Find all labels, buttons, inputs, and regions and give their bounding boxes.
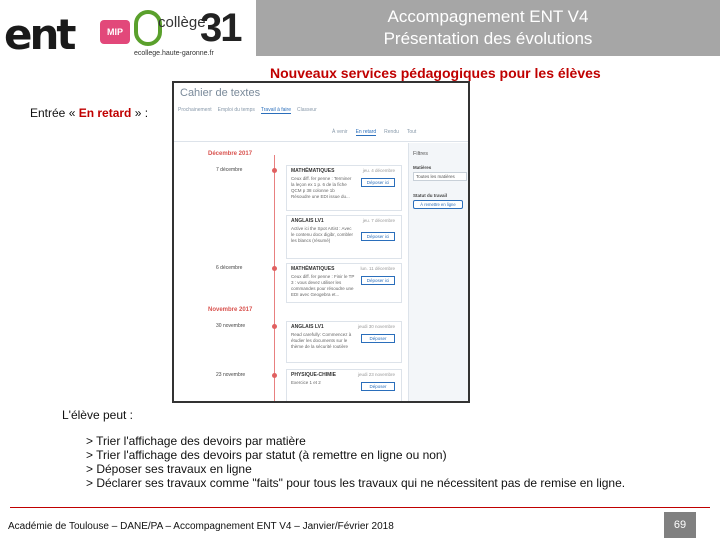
card-due-date: lun. 11 décembre [360,266,395,271]
app-sub-tabs [332,129,416,136]
status-filter-label: Statut du travail [413,193,448,198]
status-filter-button[interactable]: À remettre en ligne [413,200,463,209]
card-body: Ceux diff. fer penne : Terminer la leçon ex 1 p. 6 de la fiche QCM p 38 colonne 1b Résoudre une EDI issue du... [291,176,352,199]
page-number: 69 [664,512,696,538]
college-number: 31 [200,6,241,50]
tab-emploi-du-temps[interactable]: Emploi du temps [217,107,255,113]
card-subject: MATHÉMATIQUES [291,168,335,174]
entry-prefix: Entrée « [30,106,79,120]
footer-text: Académie de Toulouse – DANE/PA – Accompagnement ENT V4 – Janvier/Février 2018 [8,521,394,532]
card-subject: PHYSIQUE-CHIMIE [291,372,337,378]
homework-card[interactable] [286,165,402,211]
app-title: Cahier de textes [180,87,261,99]
card-body: Read carefully: Commencez à étudier les documents sur le thème de la sécurité routière [291,332,352,349]
timeline-dot [272,373,277,378]
ecollege31-logo [134,6,252,58]
college-word: collège [158,14,206,31]
timeline-dot [272,324,277,329]
header-line-1: Accompagnement ENT V4 [387,7,589,26]
card-due-date: jeu. 7 décembre [362,218,395,223]
bullet-list [86,434,625,490]
bullet-item: > Déclarer ses travaux comme "faits" pour tous les travaux qui ne nécessitent pas de remise en ligne. [86,476,626,490]
eleve-peut-label: L'élève peut : [62,408,134,422]
filters-title: Filtres [413,151,428,157]
deposit-button[interactable]: Déposer ici [361,232,395,241]
subject-filter-label: Matières [413,165,432,170]
footer-divider [10,507,710,508]
college-url: ecollege.haute-garonne.fr [134,50,214,57]
entry-date: 23 novembre [216,372,246,378]
homework-card[interactable] [286,263,402,303]
header-title-box [256,0,720,56]
timeline-dot [272,168,277,173]
subtab-rendu[interactable]: Rendu [384,129,399,135]
filters-panel [408,143,470,403]
header-line-2: Présentation des évolutions [383,29,593,48]
card-subject: ANGLAIS LV1 [291,218,324,224]
homework-card[interactable] [286,215,402,259]
homework-card[interactable] [286,321,402,363]
subject-filter-select[interactable]: Toutes les matières [413,172,467,181]
ent-logo: ent [4,10,74,59]
entry-date: 7 décembre [216,167,243,173]
timeline-dot [272,266,277,271]
app-main-tabs [178,107,317,114]
slide-subtitle: Nouveaux services pédagogiques pour les élèves [270,65,601,81]
card-due-date: jeudi 30 novembre [357,324,395,329]
month-header: Décembre 2017 [208,151,253,157]
bullet-item: > Trier l'affichage des devoirs par matière [86,434,306,448]
timeline-line [274,155,275,403]
card-due-date: jeudi 23 novembre [357,372,395,377]
month-header: Novembre 2017 [208,307,253,313]
entry-date: 6 décembre [216,265,243,271]
card-subject: ANGLAIS LV1 [291,324,324,330]
entry-highlight: En retard [78,106,132,120]
deposit-button[interactable]: Déposer [361,382,395,391]
tab-classeur[interactable]: Classeur [297,107,317,113]
deposit-button[interactable]: Déposer ici [361,178,395,187]
subtab-a-venir[interactable]: À venir [332,129,348,135]
logo-area [0,0,256,62]
bullet-item: > Déposer ses travaux en ligne [86,462,252,476]
subtab-en-retard[interactable]: En retard [355,129,377,135]
tab-travail-a-faire[interactable]: Travail à faire [260,107,291,113]
subtab-tout[interactable]: Tout [406,129,417,135]
entry-suffix: » : [131,106,149,120]
card-body: Exercice 1 et 2 [291,380,321,385]
tabs-separator [174,141,468,142]
mip-logo: MIP [100,20,130,44]
entry-date: 30 novembre [216,323,246,329]
deposit-button[interactable]: Déposer [361,334,395,343]
deposit-button[interactable]: Déposer ici [361,276,395,285]
card-body: Active ici the Spot Artist : Avec le contenu docx digibr, combler les blancs (résumé) [291,226,354,243]
card-body: Ceux diff. fer penne : Finir le TP 3 : vous devez utiliser les commandes pour résoudre une EDI avec Geogebra et... [291,274,355,297]
entry-label [30,106,148,120]
bullet-item: > Trier l'affichage des devoirs par statut (à remettre en ligne ou non) [86,448,447,462]
card-subject: MATHÉMATIQUES [291,266,335,272]
homework-timeline [174,143,406,403]
tab-prochainement[interactable]: Prochainement [178,107,212,113]
homework-card[interactable] [286,369,402,403]
cahier-de-textes-screenshot [172,81,470,403]
card-due-date: jeu. 4 décembre [362,168,395,173]
